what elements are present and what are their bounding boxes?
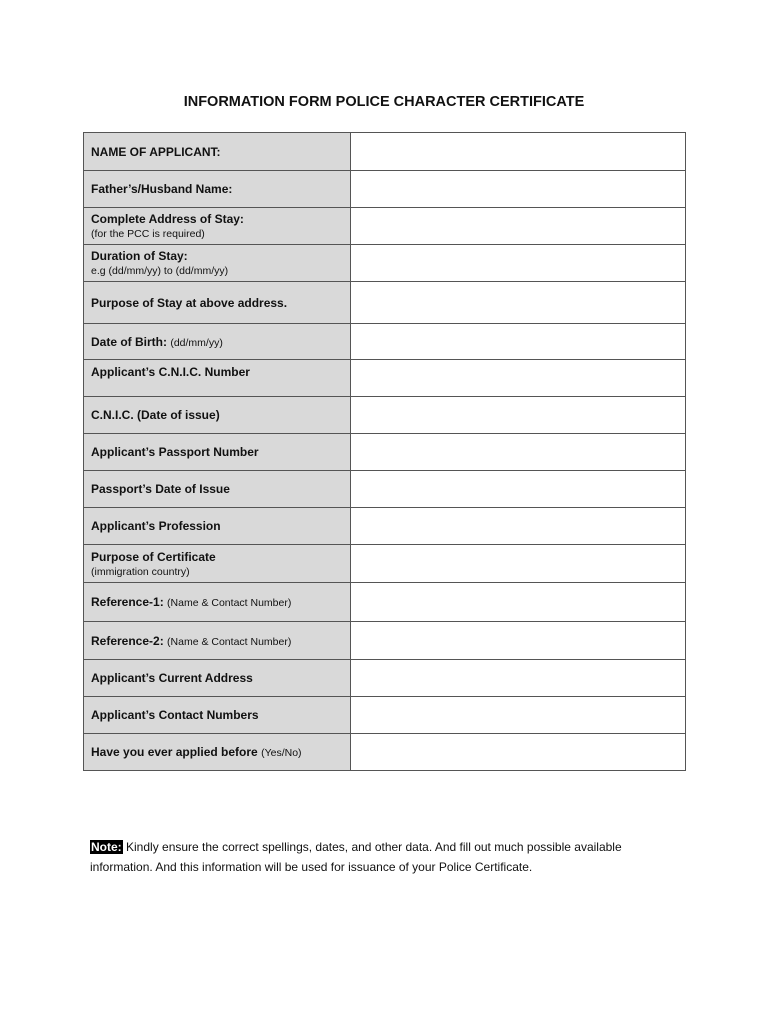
table-row [84,397,686,434]
note-text: Kindly ensure the correct spellings, dates, and other data. And fill out much possible available information. And this information will be used for issuance of your Police Certificate. [90,840,622,874]
table-row [84,133,686,171]
field-purpose-of-stay[interactable] [351,282,686,324]
field-profession[interactable] [351,508,686,545]
table-row [84,583,686,622]
field-applied-before[interactable] [351,734,686,771]
field-contact-numbers[interactable] [351,697,686,734]
table-row [84,360,686,397]
note-label: Note: [91,840,122,854]
row-label-purpose-of-certificate: Purpose of Certificate (immigration country) [84,545,351,583]
row-label-complete-address: Complete Address of Stay: (for the PCC is required) [84,208,351,245]
row-hint: (Name & Contact Number) [167,597,292,609]
field-passport-date-of-issue[interactable] [351,471,686,508]
row-label-passport-number: Applicant’s Passport Number [84,434,351,471]
row-label-reference-1: Reference-1: (Name & Contact Number) [84,583,351,622]
table-row [84,697,686,734]
row-label-profession: Applicant’s Profession [84,508,351,545]
row-label-date-of-birth: Date of Birth: (dd/mm/yy) [84,324,351,360]
row-label-reference-2: Reference-2: (Name & Contact Number) [84,622,351,660]
table-row [84,171,686,208]
table-row [84,545,686,583]
row-label-purpose-of-stay: Purpose of Stay at above address. [84,282,351,324]
table-row [84,660,686,697]
row-hint: (dd/mm/yy) [170,336,223,349]
table-row [84,282,686,324]
field-name-of-applicant[interactable] [351,133,686,171]
table-row [84,471,686,508]
row-hint: (for the PCC is required) [91,228,205,240]
row-label-current-address: Applicant’s Current Address [84,660,351,697]
row-hint: e.g (dd/mm/yy) to (dd/mm/yy) [91,265,229,277]
row-hint: (immigration country) [91,565,190,578]
row-label-name-of-applicant: NAME OF APPLICANT: [84,133,351,171]
row-hint: (Yes/No) [261,747,302,759]
table-row [84,734,686,771]
field-purpose-of-certificate[interactable] [351,545,686,583]
row-label-father-husband-name: Father’s/Husband Name: [84,171,351,208]
field-reference-1[interactable] [351,583,686,622]
table-row [84,208,686,245]
field-father-husband-name[interactable] [351,171,686,208]
table-row [84,434,686,471]
field-date-of-birth[interactable] [351,324,686,360]
field-current-address[interactable] [351,660,686,697]
row-label-duration-of-stay: Duration of Stay: e.g (dd/mm/yy) to (dd/mm/yy) [84,245,351,282]
field-cnic-date-of-issue[interactable] [351,397,686,434]
table-row [84,622,686,660]
row-label-cnic-number: Applicant’s C.N.I.C. Number [84,360,351,397]
row-label-contact-numbers: Applicant’s Contact Numbers [84,697,351,734]
row-hint: (Name & Contact Number) [167,635,292,648]
table-row [84,324,686,360]
field-complete-address[interactable] [351,208,686,245]
information-form-table [83,132,686,771]
field-cnic-number[interactable] [351,360,686,397]
row-label-cnic-date-of-issue: C.N.I.C. (Date of issue) [84,397,351,434]
form-title: INFORMATION FORM POLICE CHARACTER CERTIFICATE [183,94,585,110]
field-reference-2[interactable] [351,622,686,660]
field-passport-number[interactable] [351,434,686,471]
table-row [84,508,686,545]
row-label-passport-date-of-issue: Passport’s Date of Issue [84,471,351,508]
field-duration-of-stay[interactable] [351,245,686,282]
note-paragraph [90,837,680,877]
row-label-applied-before: Have you ever applied before (Yes/No) [84,734,351,771]
table-row [84,245,686,282]
